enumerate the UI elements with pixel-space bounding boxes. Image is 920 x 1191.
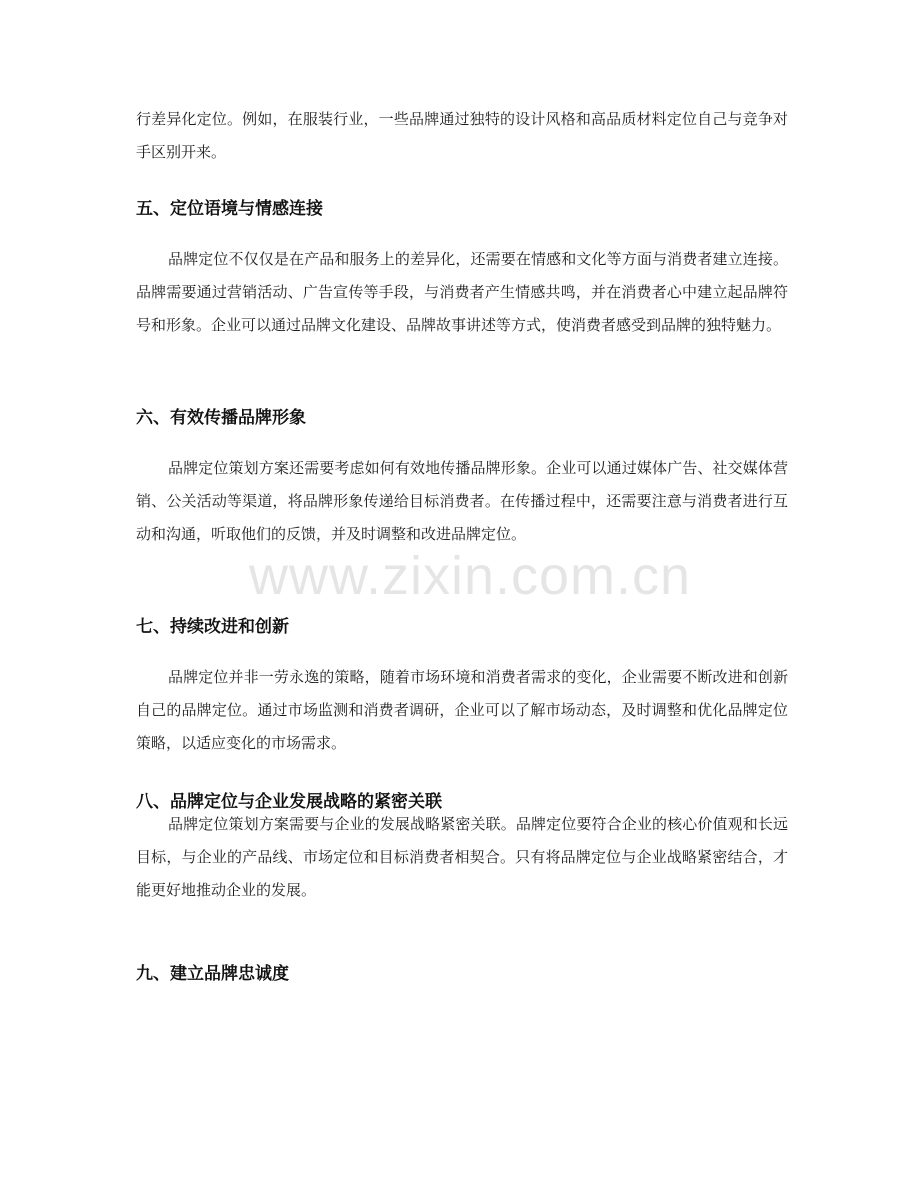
section-body-5: 品牌定位不仅仅是在产品和服务上的差异化，还需要在情感和文化等方面与消费者建立连接。品牌需要通过营销活动、广告宣传等手段，与消费者产生情感共鸣，并在消费者心中建立起品牌符号和形象。企业可以通过品牌文化建设、品牌故事讲述等方式，使消费者感受到品牌的独特魅力。 xyxy=(136,250,788,334)
intro-paragraph: 行差异化定位。例如，在服装行业，一些品牌通过独特的设计风格和高品质材料定位自己与竞争对手区别开来。 xyxy=(136,110,788,161)
section-heading-5: 五、定位语境与情感连接 xyxy=(136,199,323,219)
section-heading-6: 六、有效传播品牌形象 xyxy=(136,408,306,428)
section-body-8: 品牌定位策划方案需要与企业的发展战略紧密关联。品牌定位要符合企业的核心价值观和长远目标，与企业的产品线、市场定位和目标消费者相契合。只有将品牌定位与企业战略紧密结合，才能更好地推动企业的发展。 xyxy=(136,815,788,899)
section-heading-8: 八、品牌定位与企业发展战略的紧密关联 xyxy=(136,792,442,812)
section-heading-7: 七、持续改进和创新 xyxy=(136,617,289,637)
section-body-6: 品牌定位策划方案还需要考虑如何有效地传播品牌形象。企业可以通过媒体广告、社交媒体营销、公关活动等渠道，将品牌形象传递给目标消费者。在传播过程中，还需要注意与消费者进行互动和沟通，听取他们的反馈，并及时调整和改进品牌定位。 xyxy=(136,459,788,543)
section-heading-9: 九、建立品牌忠诚度 xyxy=(136,964,289,984)
watermark-text: www.zixin.com.cn xyxy=(248,546,692,606)
section-body-7: 品牌定位并非一劳永逸的策略，随着市场环境和消费者需求的变化，企业需要不断改进和创新自己的品牌定位。通过市场监测和消费者调研，企业可以了解市场动态，及时调整和优化品牌定位策略，以适应变化的市场需求。 xyxy=(136,668,788,752)
